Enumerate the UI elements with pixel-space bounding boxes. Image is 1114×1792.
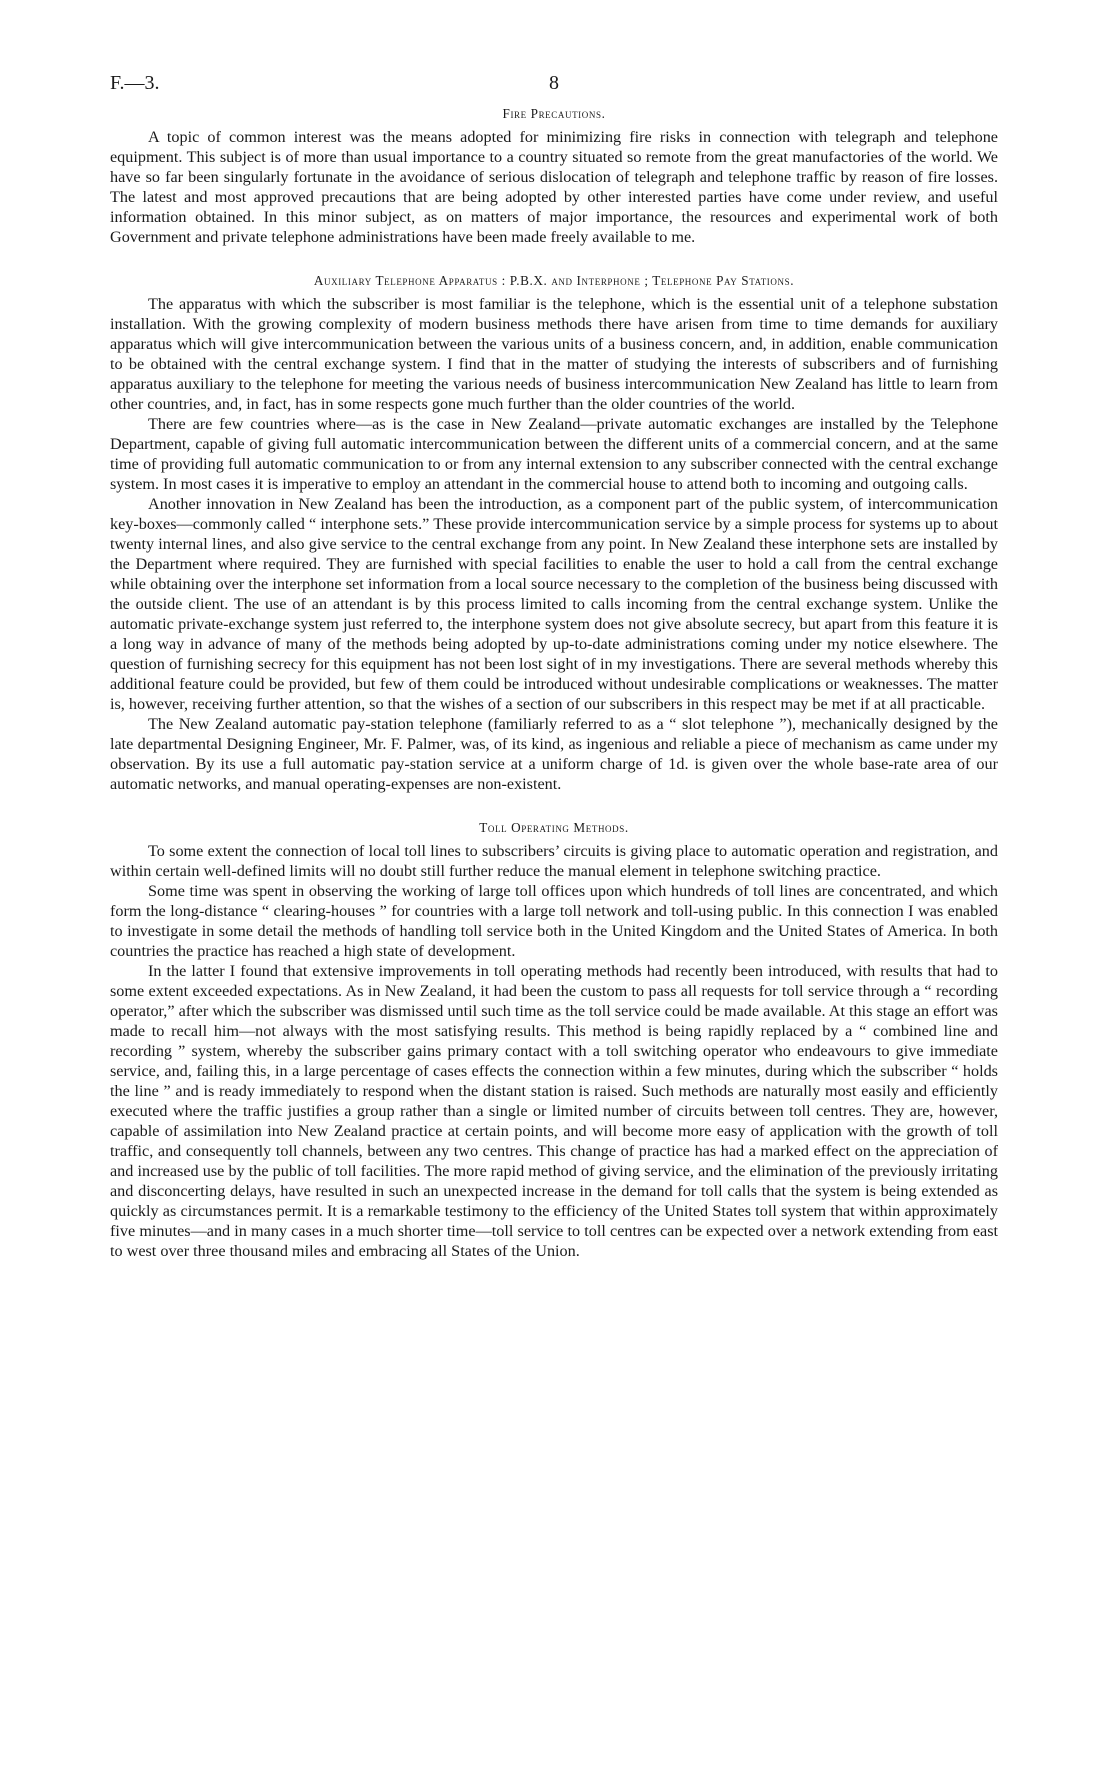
paragraph: Some time was spent in observing the working of large toll offices upon which hundreds of toll lines are concentrated, and which form the long-distance “ clearing-houses ” for countries with a large toll network and toll-using public. In this connection I was enabled to investigate in some detail the methods of handling toll service both in the United Kingdom and the United States of America. In both countries the practice has reached a high state of development. — [110, 882, 998, 960]
paragraph: To some extent the connection of local toll lines to subscribers’ circuits is giving place to automatic operation and registration, and within certain well-defined limits will no doubt still further reduce the manual element in telephone switching practice. — [110, 842, 998, 880]
section-heading: Toll Operating Methods. — [479, 820, 629, 835]
paragraph: A topic of common interest was the means adopted for minimizing fire risks in connection with telegraph and telephone equipment. This subject is of more than usual importance to a country situated so remote from the great manufactories of the world. We have so far been singularly fortunate in the avoidance of serious dislocation of telegraph and telephone traffic by reason of fire losses. The latest and most approved precautions that are being adopted by other interested parties have come under review, and useful information obtained. In this minor subject, as on matters of major importance, the resources and experimental work of both Government and private telephone administrations have been made freely available to me. — [110, 128, 998, 246]
paragraph: Another innovation in New Zealand has been the introduction, as a component part of the public system, of intercommunication key-boxes—commonly called “ interphone sets.” These provide intercommunication service by a simple process for systems up to about twenty internal lines, and also give service to the central exchange from any point. In New Zealand these interphone sets are installed by the Department where required. They are furnished with special facilities to enable the user to hold a call from the central exchange while obtaining over the interphone set information from a local source necessary to the completion of the business being discussed with the outside client. The use of an attendant is by this process limited to calls incoming from the central exchange system. Unlike the automatic private-exchange system just referred to, the interphone system does not give absolute secrecy, but apart from this feature it is a long way in advance of many of the methods being adopted by up-to-date administrations coming under my notice elsewhere. The question of furnishing secrecy for this equipment has not been lost sight of in my investigations. There are several methods whereby this additional feature could be provided, but few of them could be introduced without undesirable complications or weaknesses. The matter is, however, receiving further attention, so that the wishes of a section of our subscribers in this respect may be met if at all practicable. — [110, 495, 998, 713]
section-auxiliary-telephone-apparatus — [110, 273, 998, 794]
section-fire-precautions — [110, 106, 998, 247]
paragraph: The apparatus with which the subscriber is most familiar is the telephone, which is the essential unit of a telephone substation installation. With the growing complexity of modern business methods there have arisen from time to time demands for auxiliary apparatus which will give intercommunication between the various units of a business concern, and, in addition, enable communication to be obtained with the central exchange system. I find that in the matter of studying the interests of subscribers and of furnishing apparatus auxiliary to the telephone for meeting the various needs of business intercommunication New Zealand has little to learn from other countries, and, in fact, has in some respects gone much further than the older countries of the world. — [110, 295, 998, 413]
page-number: 8 — [549, 72, 559, 94]
document-reference: F.—3. — [110, 72, 160, 94]
section-heading: Auxiliary Telephone Apparatus : P.B.X. and Interphone ; Telephone Pay Stations. — [313, 273, 795, 288]
document-page — [110, 72, 998, 1261]
paragraph: In the latter I found that extensive improvements in toll operating methods had recently been introduced, with results that had to some extent exceeded expectations. As in New Zealand, it had been the custom to pass all requests for toll service through a “ recording operator,” after which the subscriber was dismissed until such time as the toll service could be made available. At this stage an effort was made to recall him—not always with the most satisfying results. This method is being rapidly replaced by a “ combined line and recording ” system, whereby the subscriber gains primary contact with a toll switching operator who endeavours to give immediate service, and, failing this, in a large percentage of cases effects the connection within a few minutes, during which the subscriber “ holds the line ” and is ready immediately to respond when the distant station is raised. Such methods are naturally most easily and efficiently executed where the traffic justifies a group rather than a single or limited number of circuits between toll centres. They are, however, capable of assimilation into New Zealand practice at certain points, and will become more easy of application with the growth of toll traffic, and consequently toll channels, between any two centres. This change of practice has had a marked effect on the appreciation of and increased use by the public of toll facilities. The more rapid method of giving service, and the elimination of the previously irritating and disconcerting delays, have resulted in such an unexpected increase in the demand for toll calls that the system is being extended as quickly as circumstances permit. It is a remarkable testimony to the efficiency of the United States toll system that within approximately five minutes—and in many cases in a much shorter time—toll service to toll centres can be expected over a network extending from east to west over three thousand miles and embracing all States of the Union. — [110, 962, 998, 1260]
paragraph: The New Zealand automatic pay-station telephone (familiarly referred to as a “ slot telephone ”), mechanically designed by the late departmental Designing Engineer, Mr. F. Palmer, was, of its kind, as ingenious and reliable a piece of mechanism as came under my observation. By its use a full automatic pay-station service at a uniform charge of 1d. is given over the whole base-rate area of our automatic networks, and manual operating-expenses are non-existent. — [110, 715, 998, 793]
paragraph: There are few countries where—as is the case in New Zealand—private automatic exchanges are installed by the Telephone Department, capable of giving full automatic intercommunication between the different units of a commercial concern, and at the same time of providing full automatic communication to or from any internal extension to any subscriber connected with the central exchange system. In most cases it is imperative to employ an attendant in the commercial house to attend both to incoming and outgoing calls. — [110, 415, 998, 493]
page-header — [110, 72, 998, 106]
section-toll-operating-methods — [110, 820, 998, 1261]
section-heading: Fire Precautions. — [502, 106, 606, 121]
